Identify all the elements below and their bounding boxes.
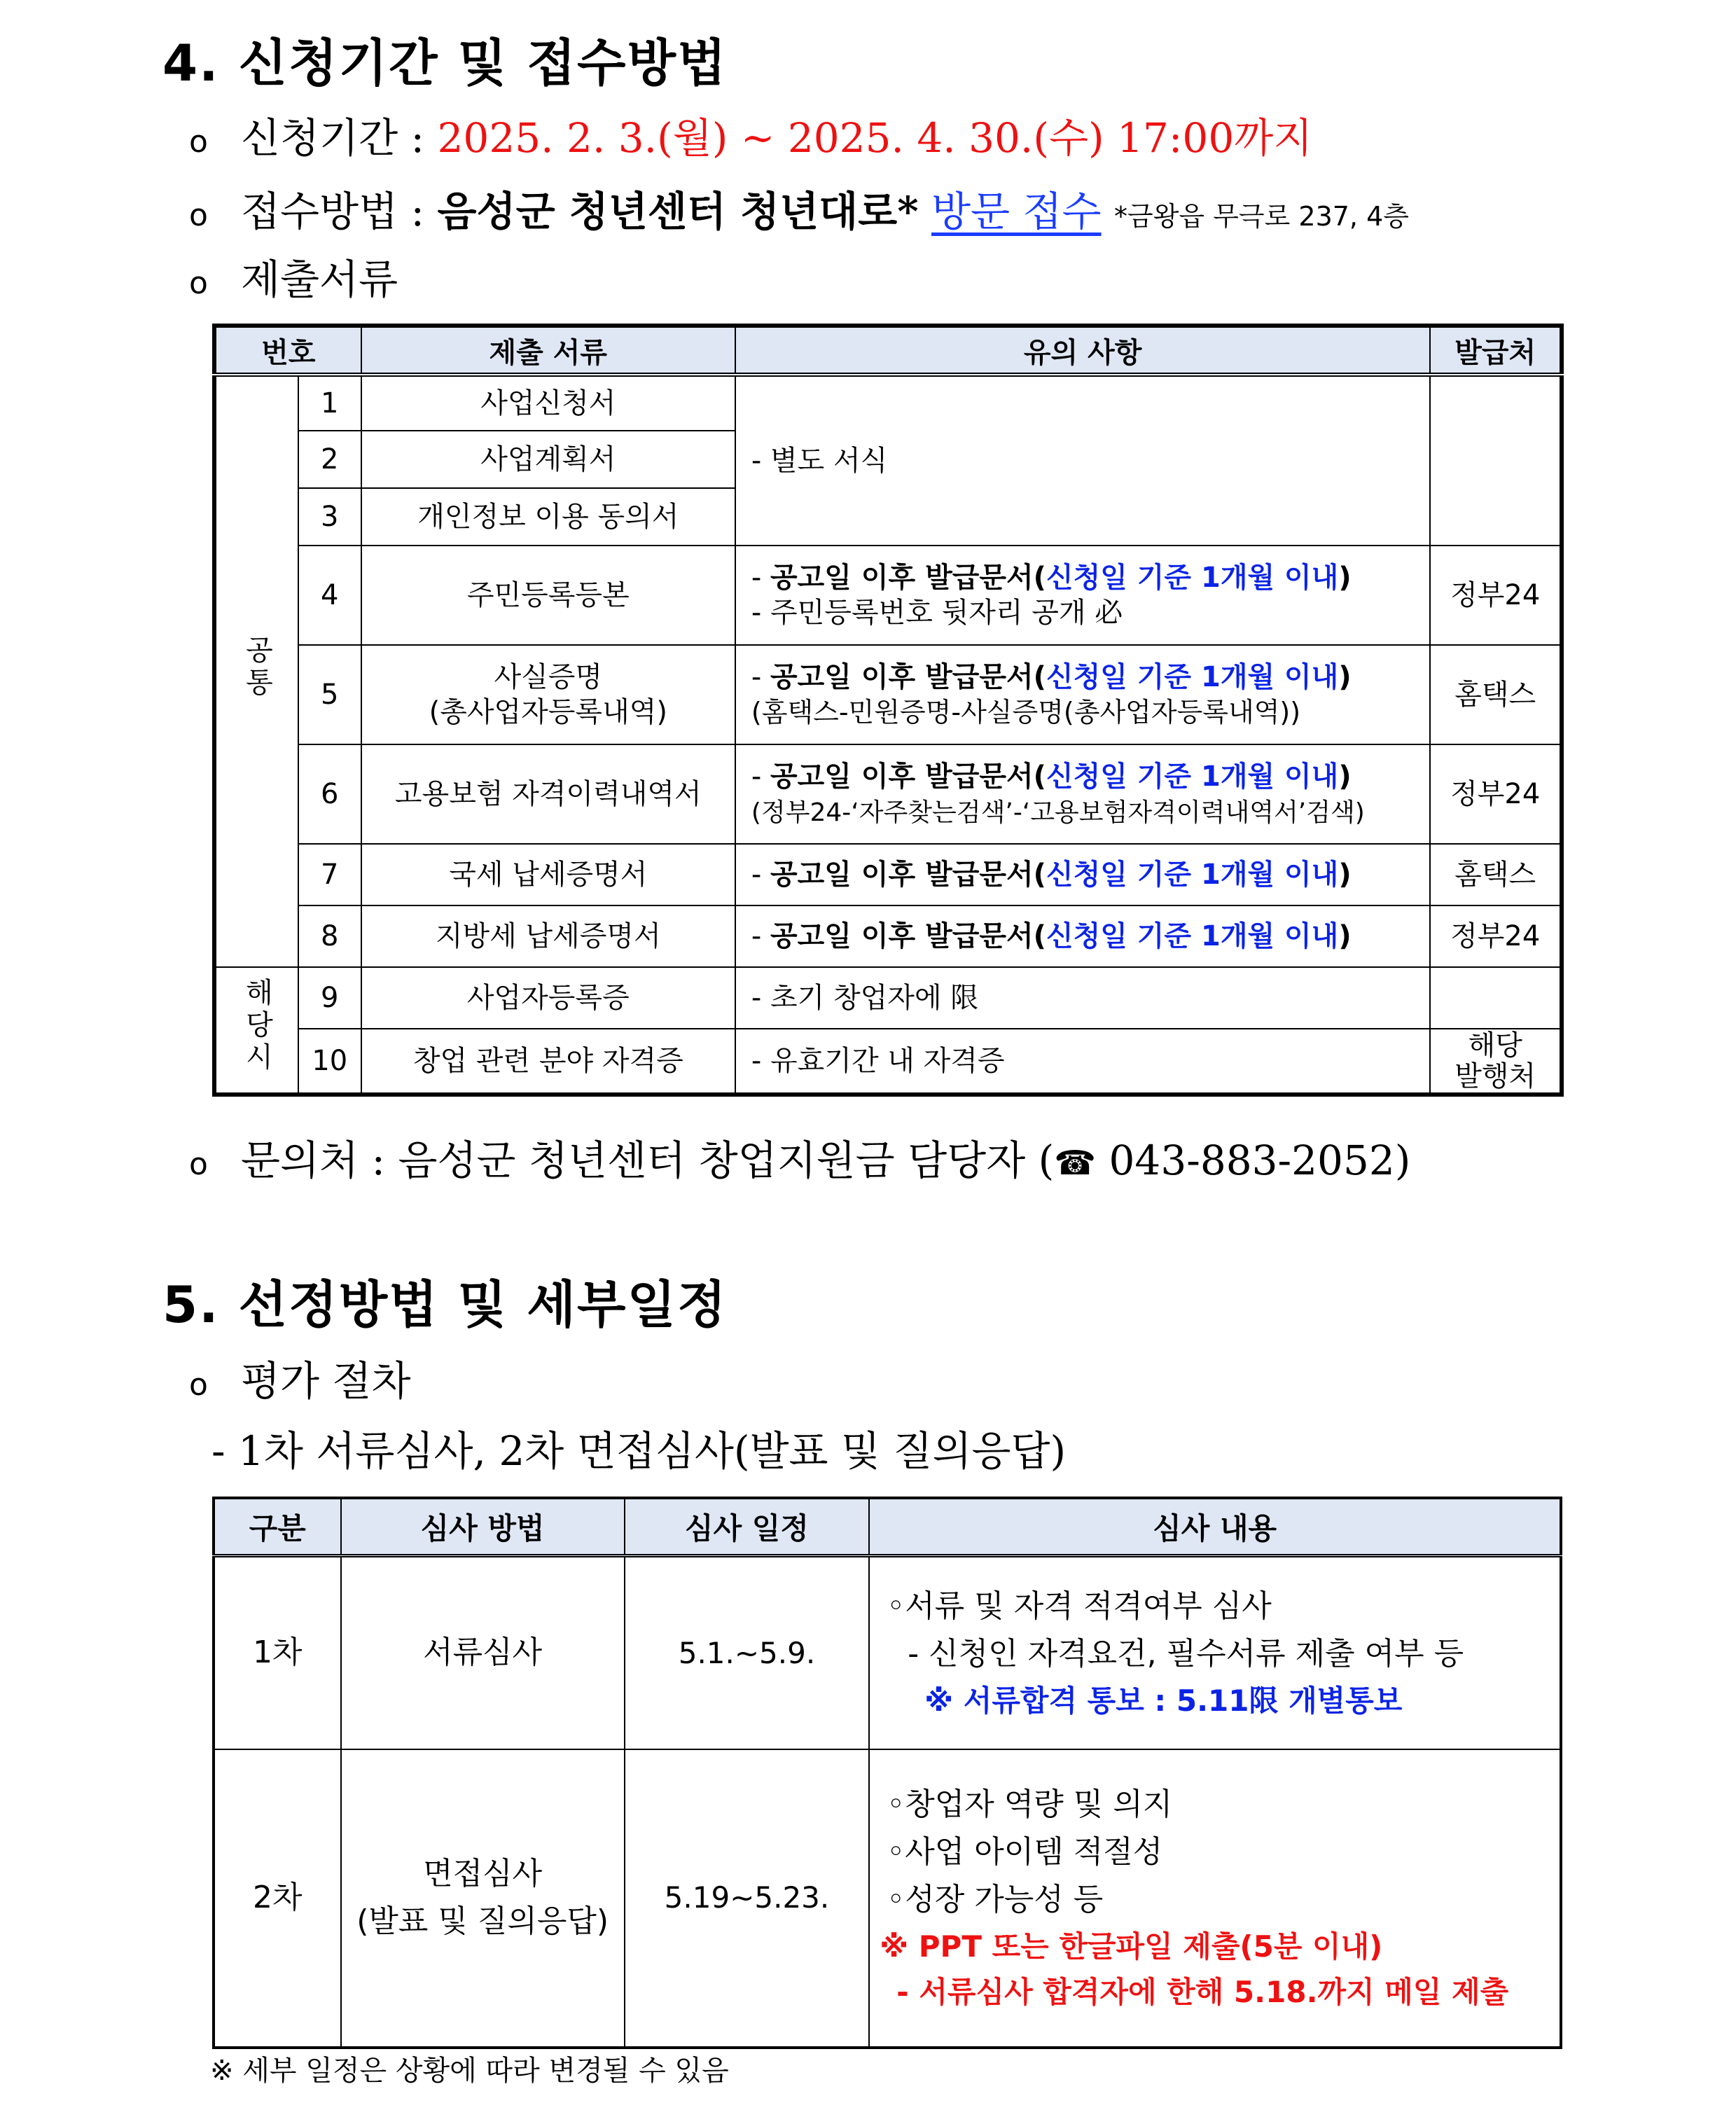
method-label: 접수방법 : [241,188,425,235]
circle-bullet-icon: o [189,1146,208,1182]
row-number: 5 [298,645,361,744]
doc-note: - 공고일 이후 발급문서(신청일 기준 1개월 이내) [735,844,1431,905]
doc-note: - 공고일 이후 발급문서(신청일 기준 1개월 이내) (정부24-‘자주찾는검색’-‘고용보험자격이력내역서’검색) [735,744,1431,844]
table-row [214,905,1562,967]
issuer: 정부24 [1430,546,1562,645]
doc-name: 고용보험 자격이력내역서 [361,744,735,844]
table-row [214,744,1562,844]
contact-phone: 043-883-2052) [1109,1137,1411,1184]
method: 면접심사 (발표 및 질의응답) [341,1749,625,2048]
doc-note: - 공고일 이후 발급문서(신청일 기준 1개월 이내) [735,905,1431,967]
content: ◦창업자 역량 및 의지 ◦사업 아이템 적절성 ◦성장 가능성 등 ※ PPT 또는 한글파일 제출(5분 이내) - 서류심사 합격자에 한해 5.18.까지 메일 제출 [869,1749,1561,2048]
row-number: 8 [298,905,361,967]
note-separate-form: - 별도 서식 [735,375,1431,546]
doc-name: 주민등록등본 [361,546,735,645]
contact-line [189,1127,1410,1186]
section4-title: 4. 신청기간 및 접수방법 [162,34,728,92]
docs-label-line [189,247,398,305]
procedure-detail: - 1차 서류심사, 2차 면접심사(발표 및 질의응답) [211,1427,1067,1475]
doc-note: - 초기 창업자에 限 [735,967,1431,1029]
content: ◦서류 및 자격 적격여부 심사 - 신청인 자격요건, 필수서류 제출 여부 등 ※ 서류합격 통보 : 5.11限 개별통보 [869,1556,1561,1749]
header-notes: 유의 사항 [735,326,1431,375]
row-number: 7 [298,844,361,905]
circle-bullet-icon: o [189,1367,208,1403]
table-header-row [214,326,1562,375]
circle-bullet-icon: o [189,265,208,301]
procedure-label: 평가 절차 [241,1357,411,1405]
table-row [214,1029,1562,1095]
issuer: 정부24 [1430,744,1562,844]
docs-label: 제출서류 [241,256,398,303]
group-applicable: 해당시 [214,967,298,1095]
row-number: 3 [298,488,361,546]
header-issuer: 발급처 [1430,326,1562,375]
row-number: 10 [298,1029,361,1095]
doc-note: - 유효기간 내 자격증 [735,1029,1431,1095]
table-row [214,375,1562,431]
issuer-empty [1430,967,1562,1029]
issuer-empty [1430,375,1562,546]
row-number: 1 [298,375,361,431]
method: 서류심사 [341,1556,625,1749]
phone-icon: ☎ [1054,1144,1097,1183]
header-content: 심사 내용 [869,1498,1561,1556]
header-no: 번호 [214,326,361,375]
stage: 1차 [214,1556,341,1749]
row-number: 6 [298,744,361,844]
circle-bullet-icon: o [189,124,208,160]
doc-name: 개인정보 이용 동의서 [361,488,735,546]
doc-name: 사업자등록증 [361,967,735,1029]
procedure-line [189,1348,411,1407]
table-row [214,967,1562,1029]
doc-name: 창업 관련 분야 자격증 [361,1029,735,1095]
issuer: 홈택스 [1430,844,1562,905]
period-label: 신청기간 : [241,114,425,162]
row-number: 4 [298,546,361,645]
row-number: 2 [298,431,361,488]
doc-name: 지방세 납세증명서 [361,905,735,967]
evaluation-table [212,1497,1562,2049]
section5-title: 5. 선정방법 및 세부일정 [162,1275,728,1334]
table-row [214,1556,1561,1749]
method-line [189,179,1409,237]
contact-value: 음성군 청년센터 창업지원금 담당자 ( [398,1137,1055,1184]
doc-name: 사업계획서 [361,431,735,488]
doc-name: 국세 납세증명서 [361,844,735,905]
header-stage: 구분 [214,1498,341,1556]
table-row [214,844,1562,905]
issuer: 홈택스 [1430,645,1562,744]
period-line [189,105,1312,164]
doc-note: - 공고일 이후 발급문서(신청일 기준 1개월 이내) - 주민등록번호 뒷자리 공개 必 [735,546,1431,645]
header-doc: 제출 서류 [361,326,735,375]
schedule: 5.19~5.23. [625,1749,870,2048]
period-value: 2025. 2. 3.(월) ~ 2025. 4. 30.(수) 17:00까지 [437,114,1313,162]
doc-name: 사업신청서 [361,375,735,431]
footnote: ※ 세부 일정은 상황에 따라 변경될 수 있음 [210,2055,729,2087]
circle-bullet-icon: o [189,197,208,233]
doc-note: - 공고일 이후 발급문서(신청일 기준 1개월 이내) (홈택스-민원증명-사실증명(총사업자등록내역)) [735,645,1431,744]
method-value: 음성군 청년센터 청년대로* [437,188,919,235]
issuer: 해당 발행처 [1430,1029,1562,1095]
header-schedule: 심사 일정 [625,1498,870,1556]
table-header-row [214,1498,1561,1556]
table-row [214,546,1562,645]
table-row [214,645,1562,744]
table-row [214,1749,1561,2048]
method-note: *금왕읍 무극로 237, 4층 [1114,201,1409,232]
contact-label: 문의처 : [241,1137,386,1184]
issuer: 정부24 [1430,905,1562,967]
stage: 2차 [214,1749,341,2048]
group-common: 공통 [214,375,298,967]
documents-table [212,324,1564,1097]
schedule: 5.1.~5.9. [625,1556,870,1749]
doc-name: 사실증명 (총사업자등록내역) [361,645,735,744]
header-method: 심사 방법 [341,1498,625,1556]
row-number: 9 [298,967,361,1029]
visit-receipt-link[interactable]: 방문 접수 [931,188,1102,235]
